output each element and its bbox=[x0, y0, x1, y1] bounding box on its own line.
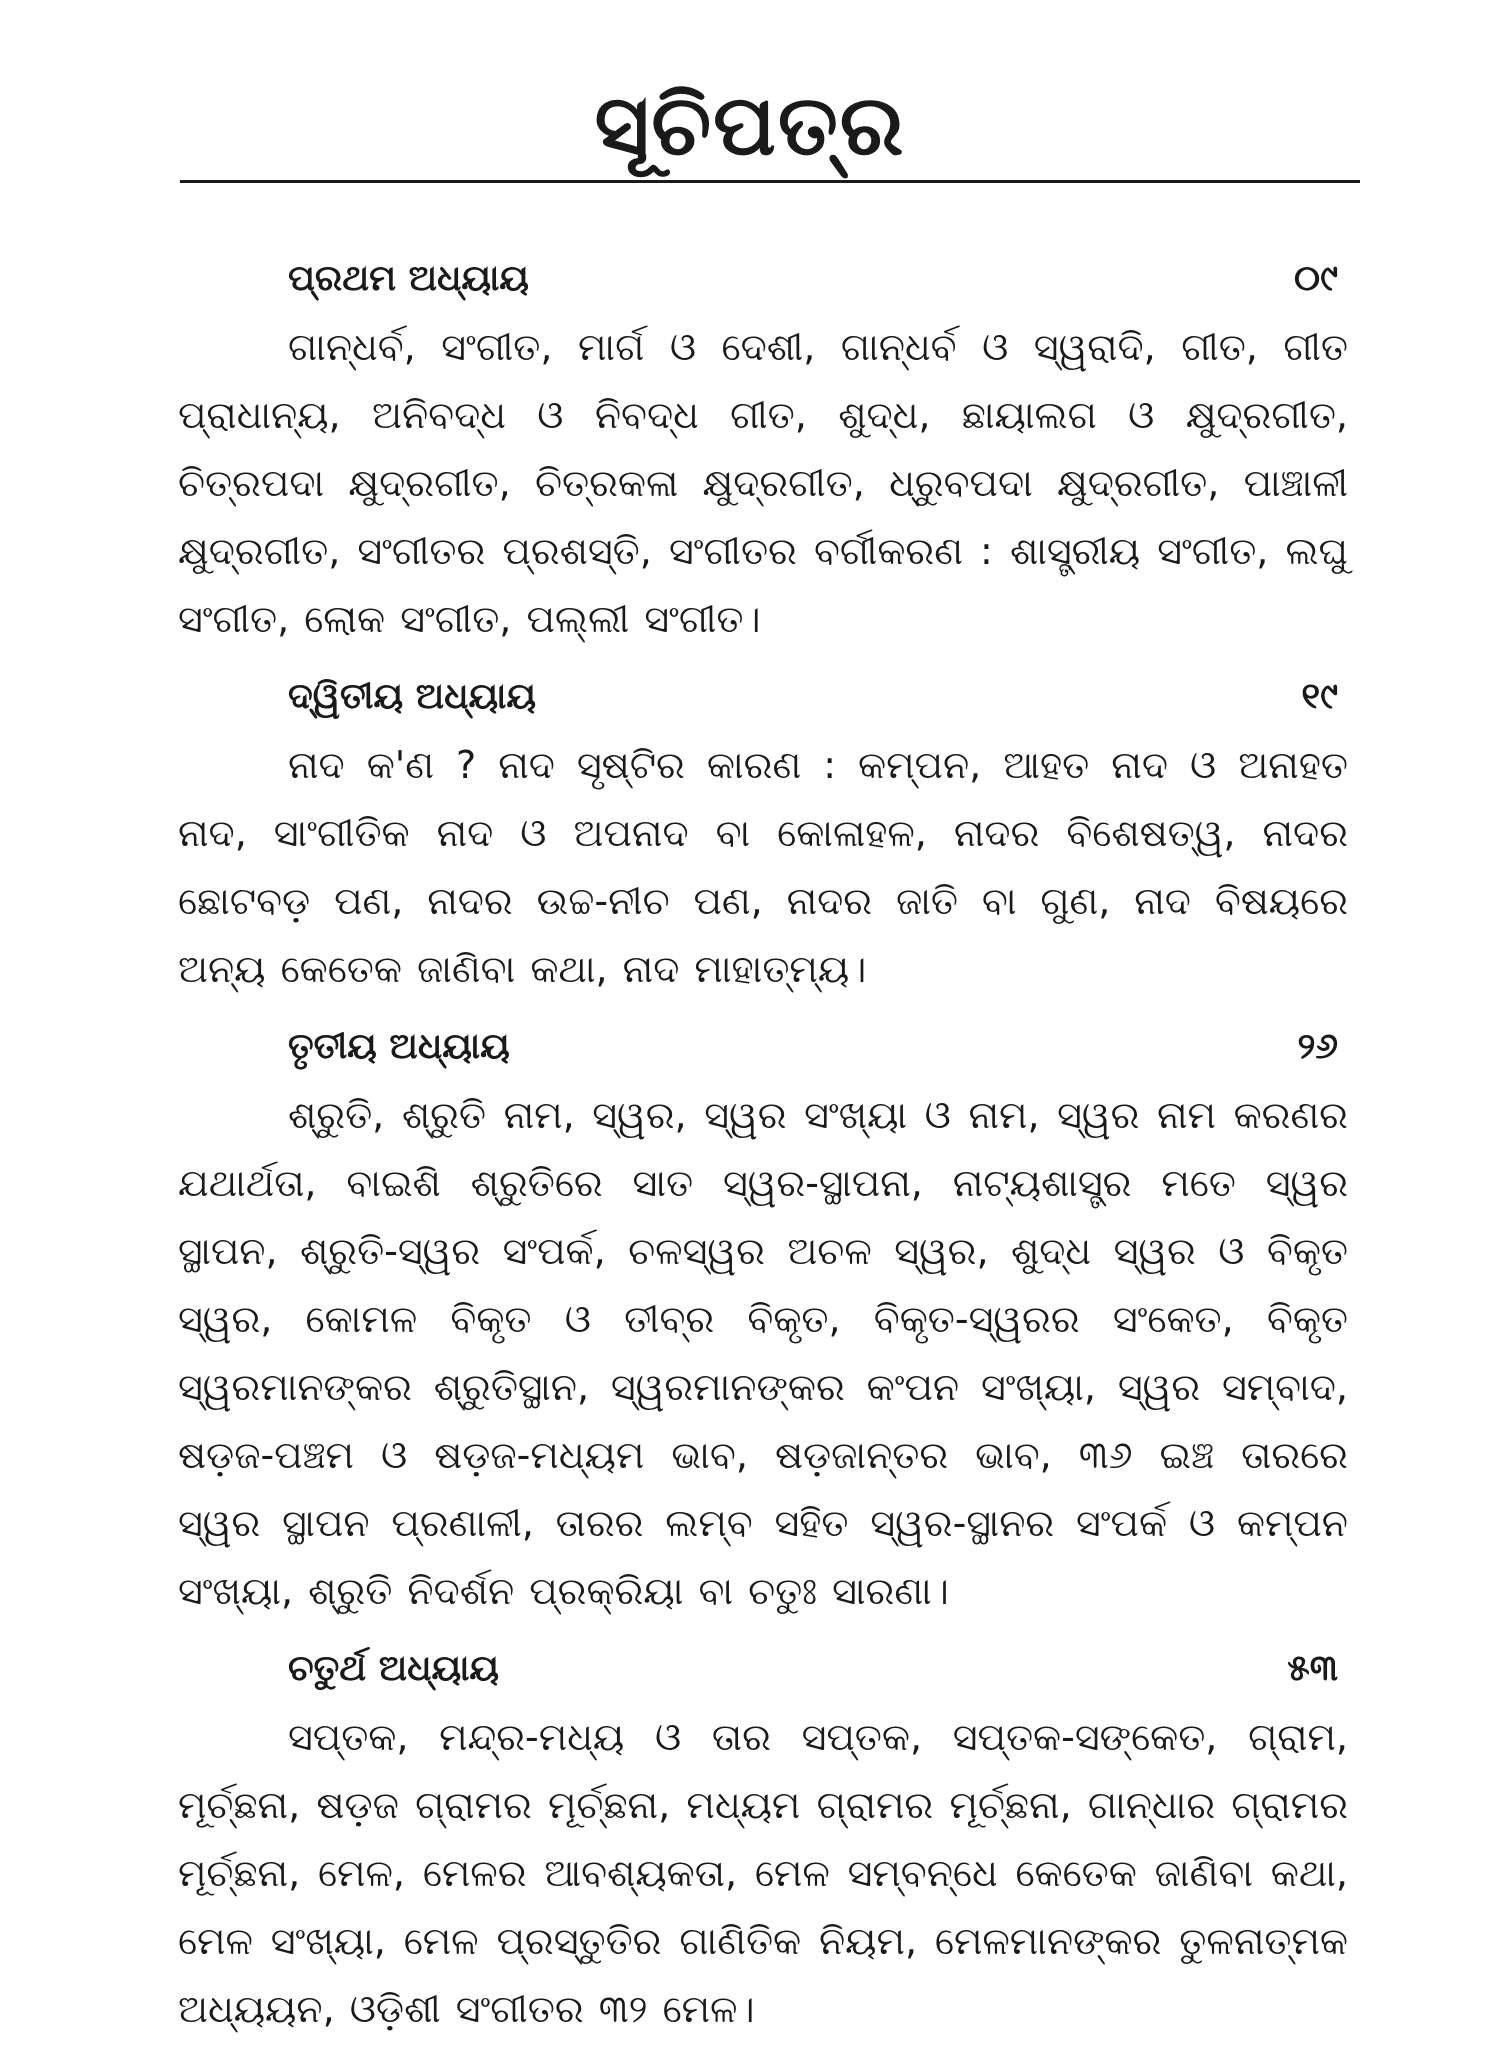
chapter-title: ପ୍ରଥମ ଅଧ୍ୟାୟ bbox=[288, 258, 529, 299]
chapter-page-number: ୧୯ bbox=[1301, 676, 1338, 717]
title-divider bbox=[180, 180, 1360, 183]
chapter-topics: ଶ୍ରୁତି, ଶ୍ରୁତି ନାମ, ସ୍ୱର, ସ୍ୱର ସଂଖ୍ୟା ଓ ନାମ, ସ୍ୱର ନାମ କରଣର ଯଥାର୍ଥତା, ବାଇଶି ଶ୍ରୁତିରେ ସାତ ସ୍ୱର-ସ୍ଥାପନା, ନାଟ୍ୟଶାସ୍ତ୍ର ମତେ ସ୍ୱର ସ୍ଥାପନ, ଶ୍ରୁତି-ସ୍ୱର ସଂପର୍କ, ଚଳସ୍ୱର ଅଚଳ ସ୍ୱର, ଶୁଦ୍ଧ ସ୍ୱର ଓ ବିକୃତ ସ୍ୱର, କୋମଳ ବିକୃତ ଓ ତୀବ୍ର ବିକୃତ, ବିକୃତ-ସ୍ୱରର ସଂକେତ, ବିକୃତ ସ୍ୱରମାନଙ୍କର ଶ୍ରୁତିସ୍ଥାନ, ସ୍ୱରମାନଙ୍କର କଂପନ ସଂଖ୍ୟା, ସ୍ୱର ସମ୍ବାଦ, ଷଡ଼ଜ-ପଞ୍ଚମ ଓ ଷଡ଼ଜ-ମଧ୍ୟମ ଭାବ, ଷଡ଼ଜାନ୍ତର ଭାବ, ୩୬ ଇଞ୍ଚ ତାରରେ ସ୍ୱର ସ୍ଥାପନ ପ୍ରଣାଳୀ, ତାରର ଲମ୍ବ ସହିତ ସ୍ୱର-ସ୍ଥାନର ସଂପର୍କ ଓ କମ୍ପନ ସଂଖ୍ୟା, ଶ୍ରୁତି ନିଦର୍ଶନ ପ୍ରକ୍ରିୟା ବା ଚତୁଃ ସାରଣା। bbox=[178, 1093, 1348, 1613]
chapter-entry-4 bbox=[178, 1635, 1348, 2043]
page-title: ସୂଚିପତ୍ର bbox=[594, 76, 906, 174]
chapter-title: ତୃତୀୟ ଅଧ୍ୟାୟ bbox=[288, 1026, 510, 1067]
chapter-topics: ଗାନ୍ଧର୍ବ, ସଂଗୀତ, ମାର୍ଗ ଓ ଦେଶୀ, ଗାନ୍ଧର୍ବ ଓ ସ୍ୱରାଦି, ଗୀତ, ଗୀତ ପ୍ରାଧାନ୍ୟ, ଅନିବଦ୍ଧ ଓ ନିବଦ୍ଧ ଗୀତ, ଶୁଦ୍ଧ, ଛାୟାଲଗ ଓ କ୍ଷୁଦ୍ରଗୀତ, ଚିତ୍ରପଦା କ୍ଷୁଦ୍ରଗୀତ, ଚିତ୍ରକଳା କ୍ଷୁଦ୍ରଗୀତ, ଧ୍ରୁବପଦା କ୍ଷୁଦ୍ରଗୀତ, ପାଞ୍ଚାଳୀ କ୍ଷୁଦ୍ରଗୀତ, ସଂଗୀତର ପ୍ରଶସ୍ତି, ସଂଗୀତର ବର୍ଗୀକରଣ : ଶାସ୍ତ୍ରୀୟ ସଂଗୀତ, ଲଘୁ ସଂଗୀତ, ଲୋକ ସଂଗୀତ, ପଲ୍ଲୀ ସଂଗୀତ। bbox=[178, 325, 1348, 641]
chapter-heading-row bbox=[288, 245, 1338, 313]
chapter-topics: ସପ୍ତକ, ମନ୍ଦ୍ର-ମଧ୍ୟ ଓ ତାର ସପ୍ତକ, ସପ୍ତକ-ସଙ୍କେତ, ଗ୍ରାମ, ମୂର୍ଚ୍ଛନା, ଷଡ଼ଜ ଗ୍ରାମର ମୂର୍ଚ୍ଛନା, ମଧ୍ୟମ ଗ୍ରାମର ମୂର୍ଚ୍ଛନା, ଗାନ୍ଧାର ଗ୍ରାମର ମୂର୍ଚ୍ଛନା, ମେଳ, ମେଳର ଆବଶ୍ୟକତା, ମେଳ ସମ୍ବନ୍ଧେ କେତେକ ଜାଣିବା କଥା, ମେଳ ସଂଖ୍ୟା, ମେଳ ପ୍ରସ୍ତୁତିର ଗାଣିତିକ ନିୟମ, ମେଳମାନଙ୍କର ତୁଳନାତ୍ମକ ଅଧ୍ୟୟନ, ଓଡ଼ିଶୀ ସଂଗୀତର ୩୨ ମେଳ। bbox=[178, 1715, 1348, 2031]
chapter-entry-2 bbox=[178, 663, 1348, 1003]
chapter-title: ଚତୁର୍ଥ ଅଧ୍ୟାୟ bbox=[288, 1648, 500, 1689]
chapter-entry-3 bbox=[178, 1013, 1348, 1625]
chapter-heading-row bbox=[288, 1635, 1338, 1703]
chapter-page-number: ୦୯ bbox=[1294, 258, 1338, 299]
chapter-title: ଦ୍ୱିତୀୟ ଅଧ୍ୟାୟ bbox=[288, 676, 537, 717]
table-of-contents bbox=[178, 245, 1348, 2053]
chapter-entry-1 bbox=[178, 245, 1348, 653]
chapter-heading-row bbox=[288, 1013, 1338, 1081]
chapter-topics: ନାଦ କ'ଣ ? ନାଦ ସୃଷ୍ଟିର କାରଣ : କମ୍ପନ, ଆହତ ନାଦ ଓ ଅନାହତ ନାଦ, ସାଂଗୀତିକ ନାଦ ଓ ଅପନାଦ ବା କୋଳାହଳ, ନାଦର ବିଶେଷତ୍ୱ, ନାଦର ଛୋଟବଡ଼ ପଣ, ନାଦର ଉଚ୍ଚ-ନୀଚ ପଣ, ନାଦର ଜାତି ବା ଗୁଣ, ନାଦ ବିଷୟରେ ଅନ୍ୟ କେତେକ ଜାଣିବା କଥା, ନାଦ ମାହାତ୍ମ୍ୟ। bbox=[178, 743, 1348, 991]
chapter-heading-row bbox=[288, 663, 1338, 731]
chapter-page-number: ୨୬ bbox=[1297, 1026, 1338, 1067]
chapter-page-number: ୫୩ bbox=[1287, 1648, 1338, 1689]
